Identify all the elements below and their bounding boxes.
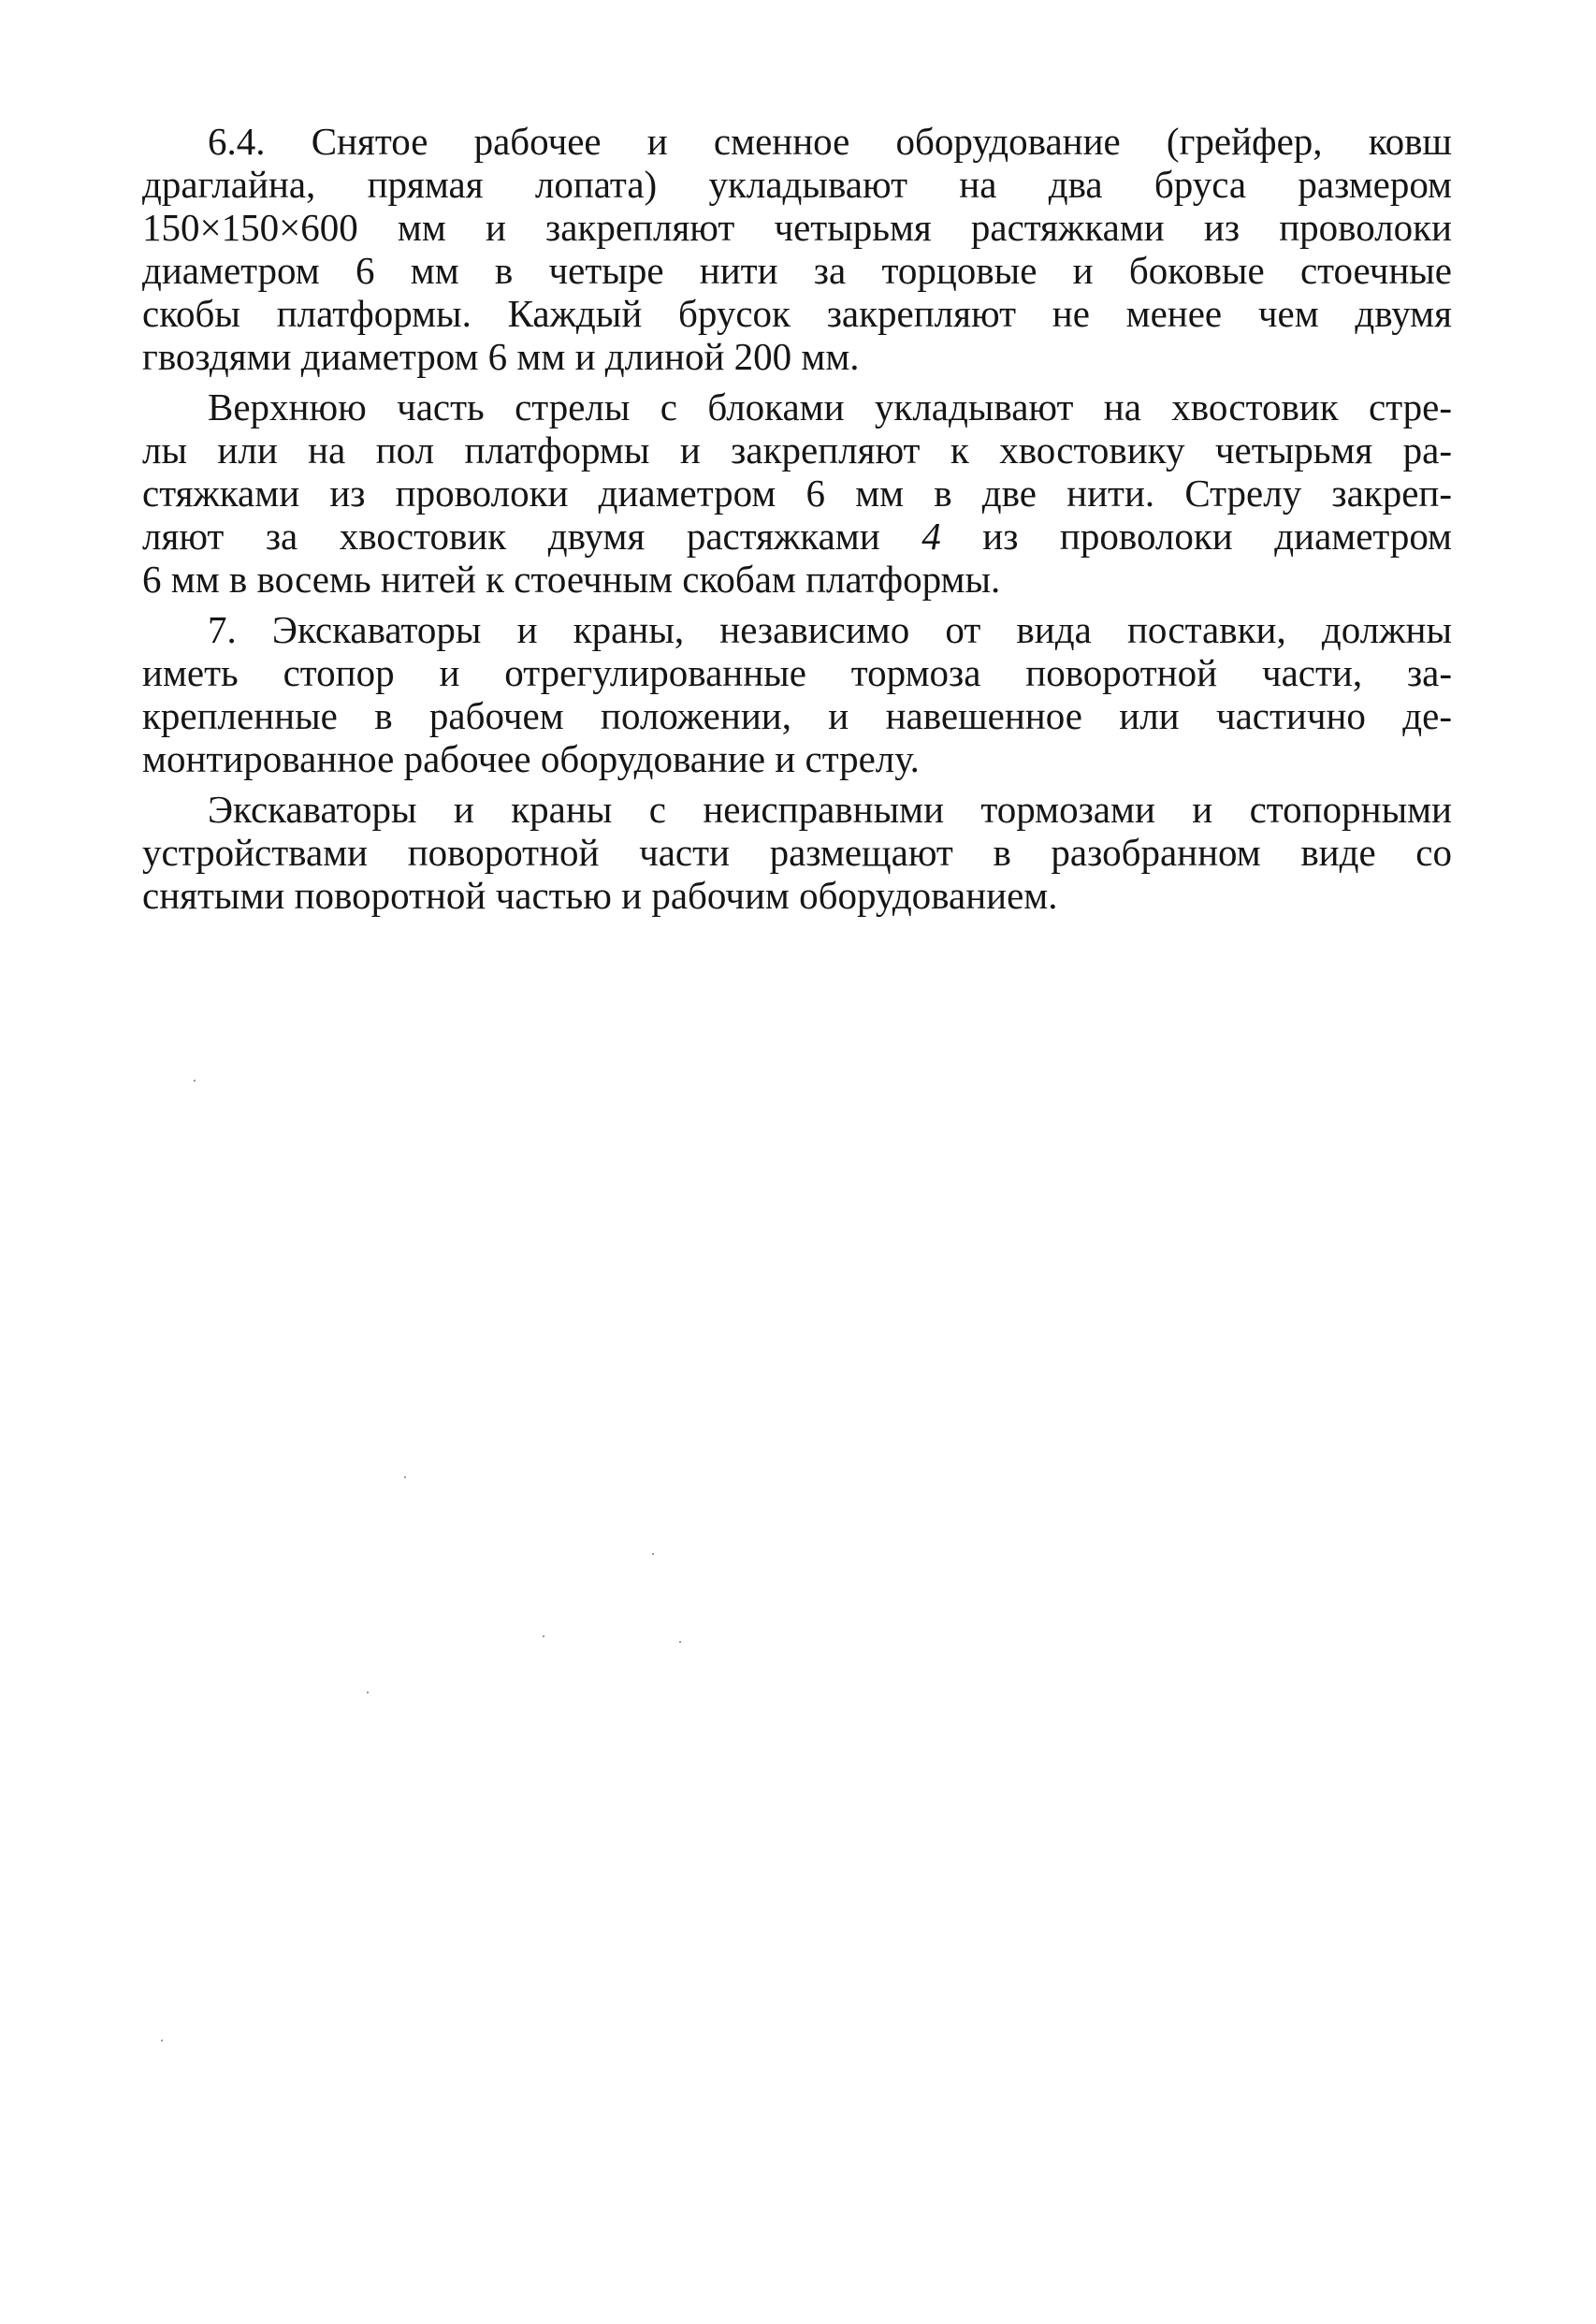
scan-speck [404, 1476, 406, 1478]
text-line: устройствами поворотной части размещают в разобранном виде со [142, 831, 1452, 874]
scan-speck [679, 1641, 681, 1643]
paragraph-6-4 [142, 120, 1452, 378]
text-line: крепленные в рабочем положении, и навешенное или частично де- [142, 694, 1452, 737]
scan-speck [652, 1553, 654, 1555]
text-line: стяжками из проволоки диаметром 6 мм в две нити. Стрелу закреп- [142, 472, 1452, 515]
text-line: 6.4. Снятое рабочее и сменное оборудование (грейфер, ковш [208, 120, 1452, 163]
scan-speck [543, 1635, 544, 1637]
scan-speck [194, 1080, 196, 1082]
paragraph-boom-top [142, 385, 1452, 601]
scan-speck [161, 2040, 163, 2041]
scan-speck [367, 1692, 369, 1693]
text-line: 150×150×600 мм и закрепляют четырьмя растяжками из проволоки [142, 206, 1452, 249]
text-line: иметь стопор и отрегулированные тормоза поворотной части, за- [142, 651, 1452, 694]
text-segment: из проволоки диаметром [940, 515, 1452, 558]
text-line: Верхнюю часть стрелы с блоками укладывают на хвостовик стре- [208, 385, 1452, 428]
paragraph-7 [142, 608, 1452, 780]
text-line: скобы платформы. Каждый брусок закрепляют не менее чем двумя [142, 292, 1452, 335]
text-line: лы или на пол платформы и закрепляют к хвостовику четырьмя ра- [142, 428, 1452, 472]
text-line-with-reference [142, 515, 1452, 558]
figure-reference: 4 [921, 515, 941, 558]
text-line: снятыми поворотной частью и рабочим оборудованием. [142, 874, 1058, 917]
document-body [142, 120, 1452, 924]
text-line: Экскаваторы и краны с неисправными тормозами и стопорными [208, 788, 1452, 831]
text-line: диаметром 6 мм в четыре нити за торцовые и боковые стоечные [142, 249, 1452, 292]
text-line: 7. Экскаваторы и краны, независимо от вида поставки, должны [208, 608, 1452, 651]
text-line: монтированное рабочее оборудование и стрелу. [142, 737, 920, 780]
text-segment: ляют за хвостовик двумя растяжками [142, 515, 922, 558]
text-line: драглайна, прямая лопата) укладывают на два бруса размером [142, 163, 1452, 206]
text-line: гвоздями диаметром 6 мм и длиной 200 мм. [142, 335, 860, 378]
text-line: 6 мм в восемь нитей к стоечным скобам платформы. [142, 558, 1001, 601]
paragraph-faulty-brakes [142, 788, 1452, 917]
